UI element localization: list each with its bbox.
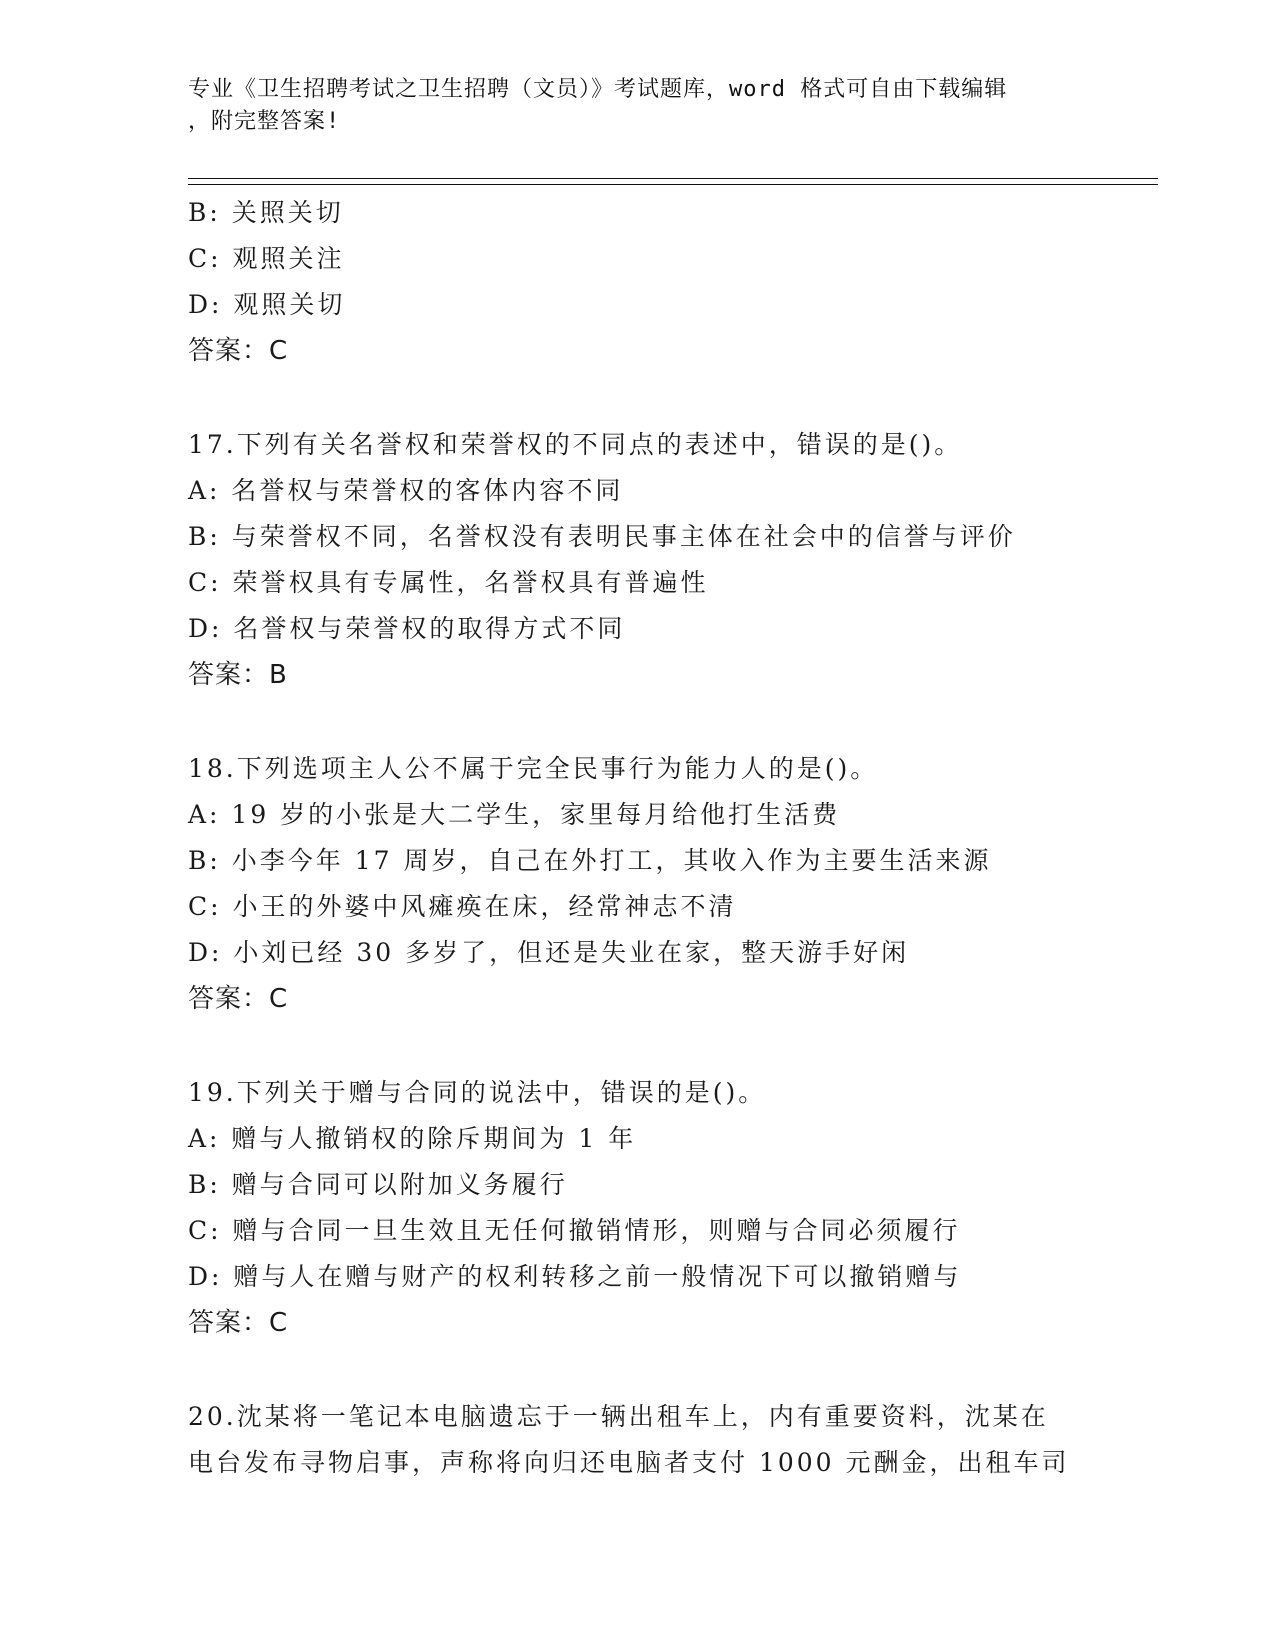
option: D: 小刘已经 30 多岁了，但还是失业在家，整天游手好闲: [188, 938, 910, 967]
option: D: 名誉权与荣誉权的取得方式不同: [188, 614, 626, 643]
header-rule-bottom: [188, 184, 1158, 185]
option: B: 赠与合同可以附加义务履行: [188, 1170, 568, 1199]
option: C: 赠与合同一旦生效且无任何撤销情形，则赠与合同必须履行: [188, 1216, 961, 1245]
document-header: [188, 74, 1088, 138]
option: C: 小王的外婆中风瘫痪在床，经常神志不清: [188, 892, 737, 921]
answer: 答案：C: [188, 1308, 289, 1338]
option: D: 观照关切: [188, 290, 346, 319]
question-stem: 17.下列有关名誉权和荣誉权的不同点的表述中，错误的是()。: [188, 430, 963, 459]
answer: 答案：B: [188, 660, 288, 690]
question-16-tail: [188, 190, 1188, 374]
question-19: [188, 1070, 1188, 1346]
option: B: 小李今年 17 周岁，自己在外打工，其收入作为主要生活来源: [188, 846, 992, 875]
option: C: 观照关注: [188, 244, 345, 273]
question-list: [188, 190, 1188, 1486]
question-17: [188, 422, 1188, 698]
option: B: 关照关切: [188, 198, 344, 227]
answer: 答案：C: [188, 336, 289, 366]
question-20: [188, 1394, 1188, 1486]
question-stem-line-2: 电台发布寻物启事，声称将向归还电脑者支付 1000 元酬金，出租车司: [188, 1448, 1070, 1477]
question-stem-line-1: 20.沈某将一笔记本电脑遗忘于一辆出租车上，内有重要资料，沈某在: [188, 1402, 1049, 1431]
option: B: 与荣誉权不同，名誉权没有表明民事主体在社会中的信誉与评价: [188, 522, 1016, 551]
question-18: [188, 746, 1188, 1022]
question-stem: 18.下列选项主人公不属于完全民事行为能力人的是()。: [188, 754, 879, 783]
option: A: 19 岁的小张是大二学生，家里每月给他打生活费: [188, 800, 841, 829]
option: D: 赠与人在赠与财产的权利转移之前一般情况下可以撤销赠与: [188, 1262, 962, 1291]
option: C: 荣誉权具有专属性，名誉权具有普遍性: [188, 568, 709, 597]
header-line-2: ，附完整答案!: [188, 109, 341, 134]
option: A: 赠与人撤销权的除斥期间为 1 年: [188, 1124, 637, 1153]
header-line-1: 专业《卫生招聘考试之卫生招聘（文员）》考试题库，word 格式可自由下载编辑: [188, 77, 1008, 102]
option: A: 名誉权与荣誉权的客体内容不同: [188, 476, 624, 505]
answer: 答案：C: [188, 984, 289, 1014]
question-stem: 19.下列关于赠与合同的说法中，错误的是()。: [188, 1078, 767, 1107]
header-rule-top: [188, 178, 1158, 179]
